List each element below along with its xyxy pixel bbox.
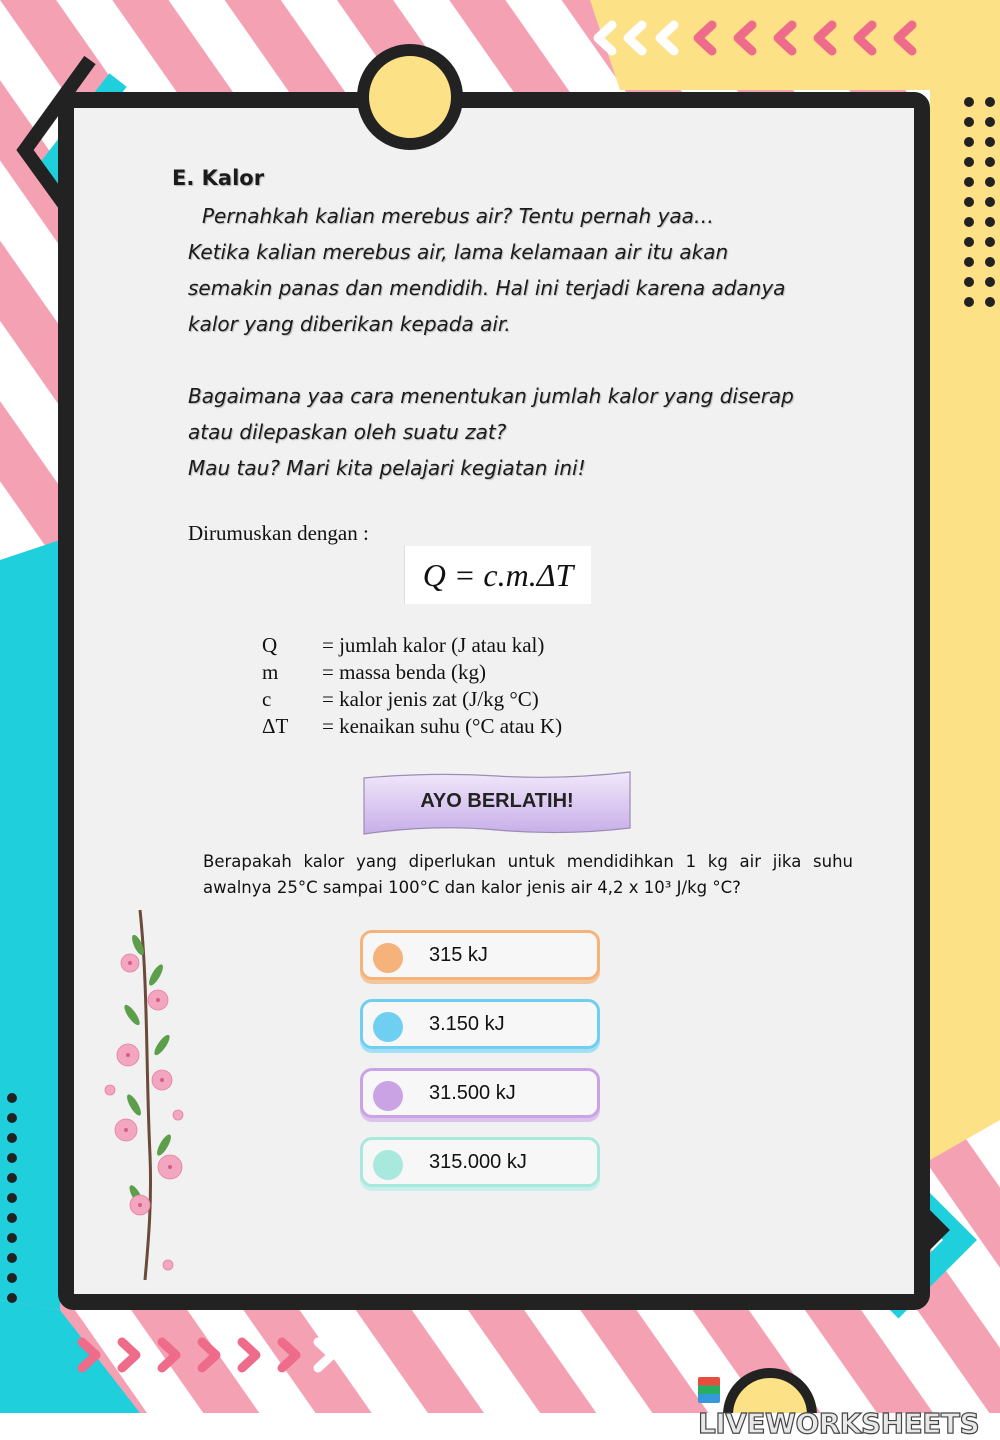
watermark-text: LIVEWORKSHEETS xyxy=(698,1407,980,1440)
legend-row xyxy=(262,686,562,713)
question-paragraph xyxy=(188,378,794,486)
legend-symbol: ΔT xyxy=(262,714,289,738)
watermark-logo xyxy=(698,1374,1000,1440)
intro-line: Ketika kalian merebus air, lama kelamaan air itu akan xyxy=(188,240,729,264)
liveworksheets-logo-icon xyxy=(698,1377,720,1403)
section-title: E. Kalor xyxy=(172,166,265,190)
option-label: 3.150 kJ xyxy=(429,1013,505,1035)
decorative-circle xyxy=(355,42,465,152)
option-circle-icon xyxy=(373,1012,403,1042)
legend-desc: = kalor jenis zat (J/kg °C) xyxy=(322,687,539,711)
option-label: 315.000 kJ xyxy=(429,1151,527,1173)
legend-symbol: Q xyxy=(262,633,278,657)
legend-row xyxy=(262,713,562,740)
question-line: atau dilepaskan oleh suatu zat? xyxy=(188,420,507,444)
legend-desc: = kenaikan suhu (°C atau K) xyxy=(322,714,563,738)
option-circle-icon xyxy=(373,943,403,973)
formula-lead: Dirumuskan dengan : xyxy=(188,521,369,545)
legend-row xyxy=(262,659,562,686)
question-line: Bagaimana yaa cara menentukan jumlah kalor yang diserap xyxy=(188,384,794,408)
option-circle-icon xyxy=(373,1081,403,1111)
legend-symbol: c xyxy=(262,687,272,711)
answer-option-1[interactable] xyxy=(360,930,600,980)
intro-line: semakin panas dan mendidih. Hal ini terjadi karena adanya xyxy=(188,276,786,300)
intro-paragraph xyxy=(188,198,785,342)
answer-option-3[interactable] xyxy=(360,1068,600,1118)
question-line: Mau tau? Mari kita pelajari kegiatan ini! xyxy=(188,456,586,480)
legend-desc: = massa benda (kg) xyxy=(322,660,487,684)
legend-desc: = jumlah kalor (J atau kal) xyxy=(322,633,545,657)
formula-legend xyxy=(262,632,562,740)
intro-line: kalor yang diberikan kepada air. xyxy=(188,312,511,336)
exercise-question: Berapakah kalor yang diperlukan untuk mendidihkan 1 kg air jika suhu awalnya 25°C sampai 100°C dan kalor jenis air 4,2 x 10³ J/kg °C? xyxy=(203,852,853,897)
legend-symbol: m xyxy=(262,660,279,684)
option-circle-icon xyxy=(373,1150,403,1180)
answer-option-4[interactable] xyxy=(360,1137,600,1187)
flower-branch-decoration xyxy=(100,905,210,1285)
option-label: 315 kJ xyxy=(429,944,488,966)
answer-option-2[interactable] xyxy=(360,999,600,1049)
intro-line: Pernahkah kalian merebus air? Tentu pernah yaa… xyxy=(202,204,714,228)
practice-banner-label: AYO BERLATIH! xyxy=(420,790,574,812)
option-label: 31.500 kJ xyxy=(429,1082,516,1104)
legend-row xyxy=(262,632,562,659)
formula-expression: Q = c.m.ΔT xyxy=(404,546,591,604)
